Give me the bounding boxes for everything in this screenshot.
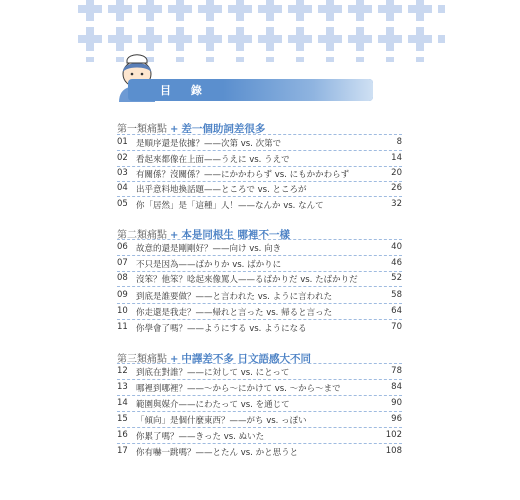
divider: [117, 303, 402, 304]
divider: [117, 134, 402, 135]
toc-entry[interactable]: 05 你「居然」是「這種」人！——なんか vs. なんて 32: [117, 199, 402, 211]
toc-entry[interactable]: 09 到底是誰要做？——と言われた vs. ように言われた 58: [117, 290, 402, 302]
toc-entry[interactable]: 01 是順序還是依據？——次第 vs. 次第で 8: [117, 137, 402, 149]
divider: [117, 166, 402, 167]
toc-entry[interactable]: 03 有關係？沒關係？——にかかわらず vs. にもかかわらず 20: [117, 168, 402, 180]
divider: [117, 286, 402, 287]
toc-entry[interactable]: 02 看起來都像在上面——うえに vs. うえで 14: [117, 153, 402, 165]
section-heading-3: 第三類痛點 + 中譯差不多 日文語感大不同: [117, 353, 312, 365]
toc-entry[interactable]: 13 哪裡到哪裡？——～から～にかけて vs. ～から～まで 84: [117, 382, 402, 394]
divider: [117, 427, 402, 428]
divider: [117, 271, 402, 272]
toc-entry[interactable]: 17 你有嚇一跳嗎？——とたん vs. かと思うと 108: [117, 446, 402, 458]
toc-title: 目 錄: [160, 84, 210, 97]
divider: [117, 363, 402, 364]
divider: [117, 395, 402, 396]
section-heading-2: 第二類痛點 + 本是同根生 哪裡不一樣: [117, 229, 291, 241]
divider: [117, 181, 402, 182]
toc-entry[interactable]: 07 不只是因為——ばかりか vs. ばかりに 46: [117, 258, 402, 270]
toc-entry[interactable]: 10 你走還是我走？——帰れと言った vs. 帰ると言った 64: [117, 306, 402, 318]
divider: [117, 196, 402, 197]
toc-entry[interactable]: 11 你學會了嗎？——ようにする vs. ようになる 70: [117, 322, 402, 334]
divider: [117, 411, 402, 412]
toc-entry[interactable]: 16 你累了嗎？——きった vs. ぬいた 102: [117, 430, 402, 442]
divider: [117, 255, 402, 256]
divider: [117, 239, 402, 240]
divider: [117, 319, 402, 320]
divider: [117, 150, 402, 151]
divider: [117, 443, 402, 444]
toc-entry[interactable]: 06 故意的還是剛剛好？——向け vs. 向き 40: [117, 242, 402, 254]
toc-entry[interactable]: 14 範圍與媒介——にわたって vs. を通じて 90: [117, 398, 402, 410]
toc-entry[interactable]: 15 「傾向」是個什麼東西？——がち vs. っぽい 96: [117, 414, 402, 426]
divider: [117, 379, 402, 380]
toc-entry[interactable]: 08 沒笨？他笨？唸起來像罵人——るばかりだ vs. たばかりだ 52: [117, 273, 402, 285]
toc-entry[interactable]: 04 出乎意料地換話題——ところで vs. ところが 26: [117, 183, 402, 195]
toc-entry[interactable]: 12 到底在對誰？——に対して vs. にとって 78: [117, 366, 402, 378]
section-heading-1: 第一類痛點 + 差一個助詞差很多: [117, 123, 266, 135]
